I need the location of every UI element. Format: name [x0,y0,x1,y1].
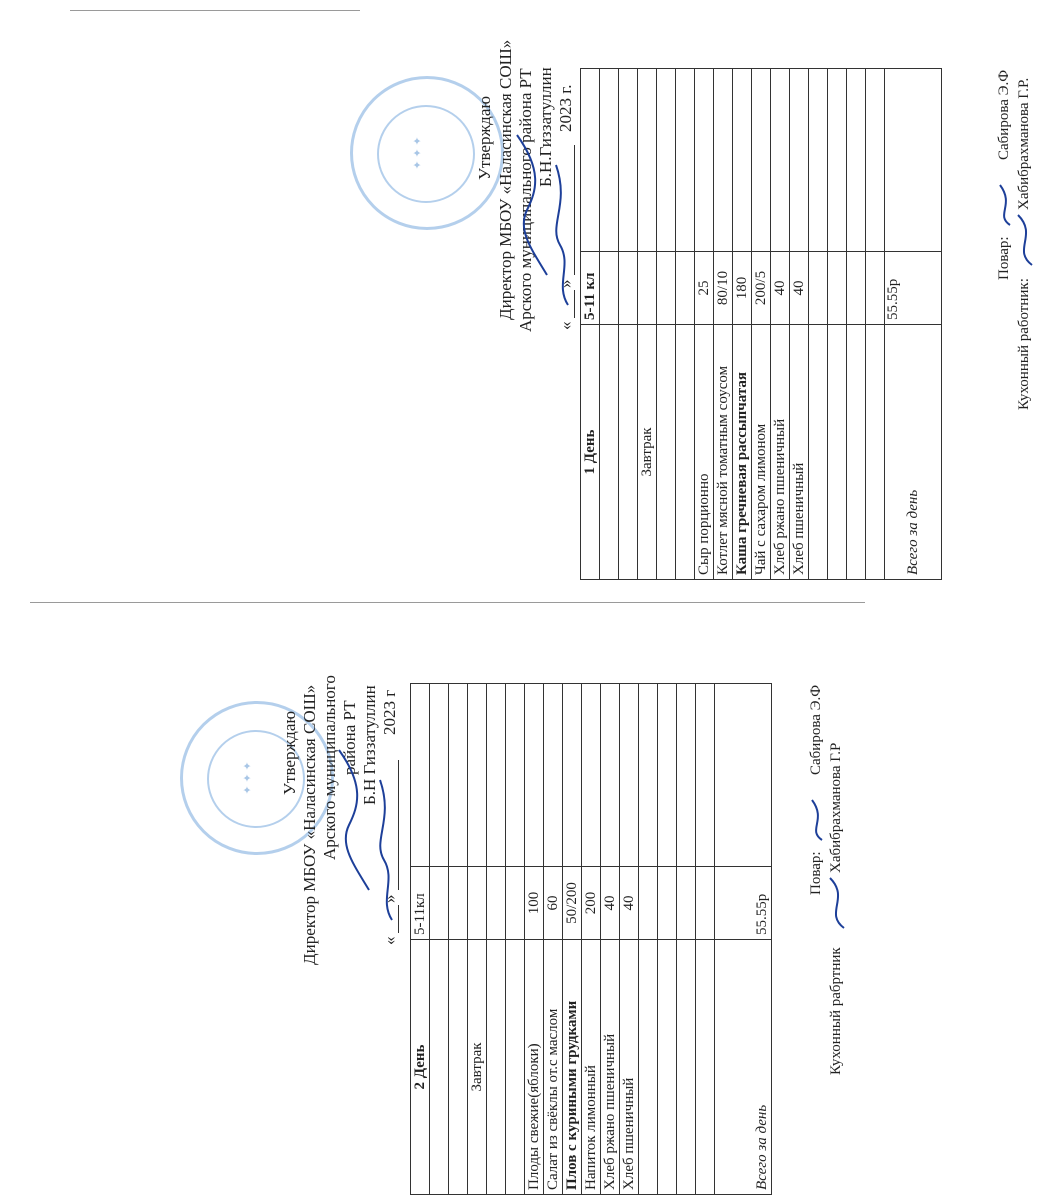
director-name: Б.Н.Гиззатуллин [536,67,555,187]
item-qty: 40 [620,867,639,940]
page-border-top [70,10,360,11]
table-row [487,684,506,1195]
item-name: Хлеб ржано пшеничный [771,325,790,580]
page-border-middle [30,602,865,603]
table-row [752,69,771,580]
item-name: Хлеб пшеничный [790,325,809,580]
item-qty: 180 [733,252,752,325]
table-row [790,69,809,580]
director-signature [512,130,552,280]
cook-label: Повар: [996,236,1012,280]
table-row [771,69,790,580]
worker-name: Хабибрахманова Г.Р. [1016,77,1032,210]
total-value: 55.55р [885,252,942,325]
item-qty: 40 [601,867,620,940]
meal-label: Завтрак [468,940,487,1195]
table-row [658,684,677,1195]
table-row [677,684,696,1195]
approve-word: Утверждаю [280,710,299,795]
date-handwriting [374,775,400,925]
day1-menu [250,39,1032,580]
table-row [411,684,430,1195]
table-row [430,684,449,1195]
item-name: Сыр порционно [695,325,714,580]
date-open-quote: « [380,936,399,945]
table-row [601,684,620,1195]
item-qty: 60 [544,867,563,940]
table-row [847,69,866,580]
total-label: Всего за день [715,940,772,1195]
table-row [696,684,715,1195]
table-row [563,684,582,1195]
day2-menu-table [410,683,772,1195]
item-qty: 40 [771,252,790,325]
table-row [676,69,695,580]
item-name: Чай с сахаром лимоном [752,325,771,580]
director-name: Б.Н Гиззатуллин [360,685,379,805]
day-label: 1 День [581,325,600,580]
date-close-quote: » [380,894,399,903]
meal-label: Завтрак [638,325,657,580]
table-row [620,684,639,1195]
approval-line-2: Арского муниципального [320,675,339,860]
table-row [619,69,638,580]
item-qty: 80/10 [714,252,733,325]
cook-name: Сабирова Э.Ф [996,69,1012,160]
table-row [582,684,601,1195]
item-qty: 40 [790,252,809,325]
item-qty: 200 [582,867,601,940]
total-label: Всего за день [885,325,942,580]
grade-label: 5-11кл [411,867,430,940]
table-row [885,69,942,580]
stamp-lettering: ✦ ✦ ✦ [242,761,254,795]
day1-menu-table [580,68,942,580]
worker-name: Хабибрахманова Г.Р [828,742,844,873]
item-qty: 200/5 [752,252,771,325]
director-signature [334,745,374,895]
day2-menu [80,675,844,1195]
approval-line-1: Директор МБОУ «Наласинская СОШ» [300,684,319,965]
item-name: Плоды свежие(яблоки) [525,940,544,1195]
item-name: Салат из свёклы от.с маслом [544,940,563,1195]
approve-word: Утверждаю [475,95,494,180]
grade-label: 5-11 кл [581,252,600,325]
cook-name: Сабирова Э.Ф [808,684,824,775]
table-row [714,69,733,580]
table-row [657,69,676,580]
total-value: 55.55р [715,867,772,940]
table-row [809,69,828,580]
table-row [449,684,468,1195]
table-row [715,684,772,1195]
table-row [581,69,600,580]
table-row [866,69,885,580]
table-cell [581,69,600,252]
date-close-quote: » [556,279,575,288]
date-handwriting [550,160,576,310]
table-row [600,69,619,580]
approval-line-1: Директор МБОУ «Наласинская СОШ» [496,39,515,320]
item-qty: 25 [695,252,714,325]
stamp-lettering: ✦ ✦ ✦ [412,136,424,170]
item-name: Каша гречневая рассыпчатая [733,325,752,580]
item-name: Напиток лимонный [582,940,601,1195]
table-cell [411,684,430,867]
cook-label: Повар: [808,851,824,895]
table-row [525,684,544,1195]
worker-label: Кухонный работник: [1016,278,1032,410]
table-row [468,684,487,1195]
table-row [638,69,657,580]
day2-approval [80,675,399,1195]
table-row [733,69,752,580]
table-row [828,69,847,580]
item-qty: 100 [525,867,544,940]
approval-line-3: района РТ [340,700,359,775]
approval-year: 2023 г. [556,84,575,132]
item-name: Плов с куриными грудками [563,940,582,1195]
date-open-quote: « [556,321,575,330]
table-row [695,69,714,580]
item-name: Хлеб ржано пшеничный [601,940,620,1195]
item-name: Хлеб пшеничный [620,940,639,1195]
day1-approval [250,39,575,580]
table-row [506,684,525,1195]
approval-line-2: Арского муниципального района РТ [516,68,535,332]
table-row [639,684,658,1195]
approval-year: 2023 г [380,689,399,735]
worker-signature [822,873,852,933]
worker-label: Кухонный рабртник [828,947,844,1075]
table-row [544,684,563,1195]
worker-signature [1010,210,1040,270]
day-label: 2 День [411,940,430,1195]
item-qty: 50/200 [563,867,582,940]
item-name: Котлет мясной томатным соусом [714,325,733,580]
